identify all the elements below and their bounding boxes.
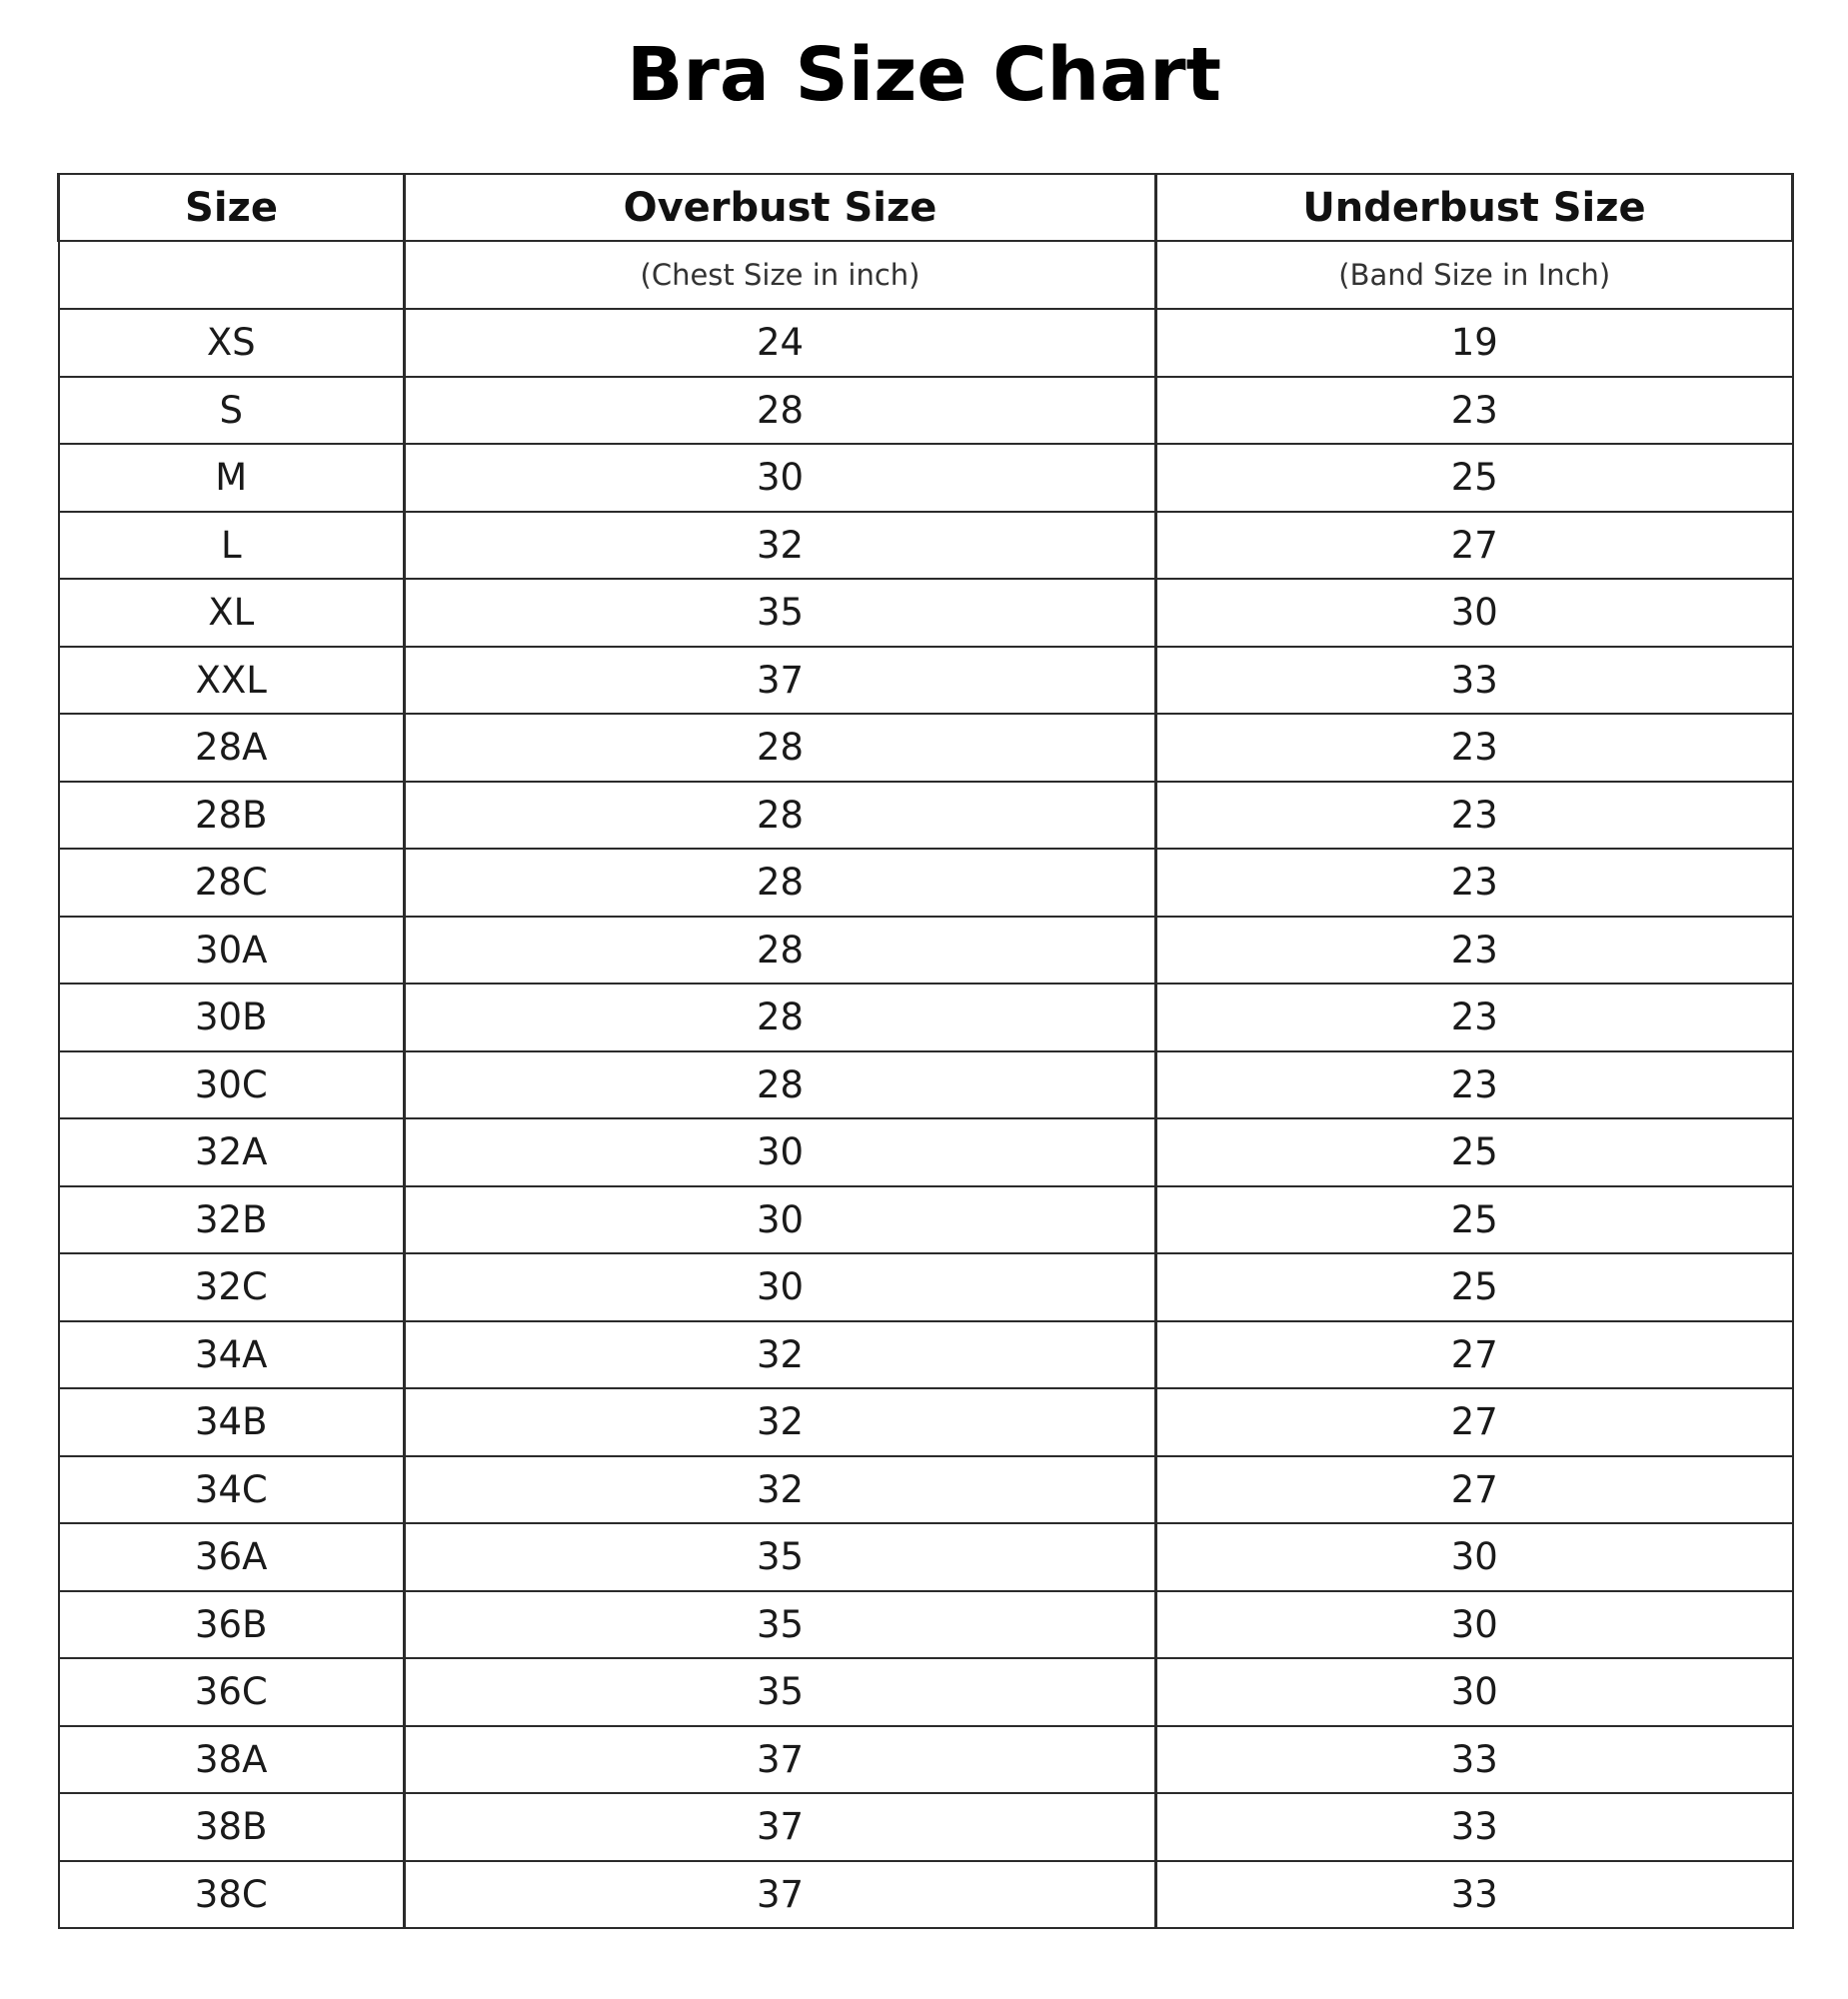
cell-overbust: 35	[405, 1658, 1156, 1726]
cell-overbust: 28	[405, 782, 1156, 850]
table-row	[59, 1118, 1793, 1186]
table-row	[59, 309, 1793, 377]
subheader-overbust: (Chest Size in inch)	[405, 241, 1156, 309]
table-row	[59, 1793, 1793, 1861]
cell-size: 36A	[59, 1523, 405, 1591]
cell-overbust: 28	[405, 377, 1156, 445]
cell-size: L	[59, 512, 405, 580]
cell-size: XS	[59, 309, 405, 377]
size-chart-table	[57, 173, 1794, 1929]
cell-overbust: 24	[405, 309, 1156, 377]
header-underbust: Underbust Size	[1156, 174, 1793, 241]
cell-overbust: 37	[405, 1793, 1156, 1861]
table-row	[59, 1321, 1793, 1389]
cell-overbust: 28	[405, 714, 1156, 782]
cell-size: XXL	[59, 647, 405, 715]
table-row	[59, 1186, 1793, 1254]
table-row	[59, 849, 1793, 917]
cell-size: 30A	[59, 917, 405, 985]
cell-underbust: 23	[1156, 782, 1793, 850]
cell-size: 36B	[59, 1591, 405, 1659]
table-row	[59, 444, 1793, 512]
cell-size: 34B	[59, 1388, 405, 1456]
cell-size: 38B	[59, 1793, 405, 1861]
table-body	[59, 309, 1793, 1928]
cell-size: 30B	[59, 984, 405, 1051]
table-row	[59, 512, 1793, 580]
cell-underbust: 23	[1156, 1051, 1793, 1119]
cell-overbust: 28	[405, 984, 1156, 1051]
subheader-size	[59, 241, 405, 309]
table-row	[59, 917, 1793, 985]
cell-overbust: 32	[405, 1388, 1156, 1456]
cell-overbust: 35	[405, 579, 1156, 647]
page-title: Bra Size Chart	[626, 32, 1222, 118]
table-row	[59, 377, 1793, 445]
table-row	[59, 984, 1793, 1051]
cell-overbust: 32	[405, 1456, 1156, 1524]
cell-size: 32A	[59, 1118, 405, 1186]
cell-overbust: 30	[405, 1118, 1156, 1186]
table-row	[59, 1253, 1793, 1321]
table-header	[59, 174, 1793, 309]
cell-underbust: 27	[1156, 1456, 1793, 1524]
cell-underbust: 30	[1156, 579, 1793, 647]
cell-overbust: 28	[405, 849, 1156, 917]
cell-size: 30C	[59, 1051, 405, 1119]
table-row	[59, 1658, 1793, 1726]
subheader-row	[59, 241, 1793, 309]
cell-size: 28B	[59, 782, 405, 850]
table-row	[59, 782, 1793, 850]
cell-overbust: 37	[405, 1726, 1156, 1794]
table-row	[59, 1523, 1793, 1591]
cell-size: S	[59, 377, 405, 445]
cell-underbust: 23	[1156, 849, 1793, 917]
cell-overbust: 28	[405, 917, 1156, 985]
cell-underbust: 23	[1156, 377, 1793, 445]
cell-size: 36C	[59, 1658, 405, 1726]
table-row	[59, 579, 1793, 647]
cell-overbust: 28	[405, 1051, 1156, 1119]
cell-underbust: 27	[1156, 1321, 1793, 1389]
cell-size: 38C	[59, 1861, 405, 1929]
cell-size: 38A	[59, 1726, 405, 1794]
cell-overbust: 32	[405, 1321, 1156, 1389]
table-row	[59, 714, 1793, 782]
cell-size: 28A	[59, 714, 405, 782]
cell-underbust: 25	[1156, 1186, 1793, 1254]
cell-size: XL	[59, 579, 405, 647]
cell-overbust: 30	[405, 444, 1156, 512]
table-row	[59, 1388, 1793, 1456]
table-row	[59, 1051, 1793, 1119]
cell-underbust: 27	[1156, 1388, 1793, 1456]
table-row	[59, 1591, 1793, 1659]
cell-underbust: 23	[1156, 984, 1793, 1051]
cell-size: 28C	[59, 849, 405, 917]
cell-size: M	[59, 444, 405, 512]
header-row	[59, 174, 1793, 241]
cell-underbust: 33	[1156, 1861, 1793, 1929]
cell-size: 34A	[59, 1321, 405, 1389]
cell-underbust: 23	[1156, 714, 1793, 782]
cell-underbust: 25	[1156, 444, 1793, 512]
cell-overbust: 37	[405, 1861, 1156, 1929]
cell-overbust: 30	[405, 1253, 1156, 1321]
subheader-underbust: (Band Size in Inch)	[1156, 241, 1793, 309]
cell-underbust: 19	[1156, 309, 1793, 377]
cell-size: 32B	[59, 1186, 405, 1254]
cell-overbust: 32	[405, 512, 1156, 580]
table-row	[59, 1726, 1793, 1794]
cell-underbust: 25	[1156, 1253, 1793, 1321]
cell-overbust: 37	[405, 647, 1156, 715]
cell-underbust: 30	[1156, 1658, 1793, 1726]
header-overbust: Overbust Size	[405, 174, 1156, 241]
cell-underbust: 27	[1156, 512, 1793, 580]
header-size: Size	[59, 174, 405, 241]
table-row	[59, 647, 1793, 715]
cell-underbust: 30	[1156, 1591, 1793, 1659]
cell-size: 32C	[59, 1253, 405, 1321]
cell-overbust: 30	[405, 1186, 1156, 1254]
cell-underbust: 33	[1156, 1726, 1793, 1794]
cell-underbust: 23	[1156, 917, 1793, 985]
cell-underbust: 33	[1156, 1793, 1793, 1861]
cell-overbust: 35	[405, 1523, 1156, 1591]
cell-underbust: 33	[1156, 647, 1793, 715]
cell-overbust: 35	[405, 1591, 1156, 1659]
cell-size: 34C	[59, 1456, 405, 1524]
table-row	[59, 1861, 1793, 1929]
table-row	[59, 1456, 1793, 1524]
cell-underbust: 25	[1156, 1118, 1793, 1186]
cell-underbust: 30	[1156, 1523, 1793, 1591]
